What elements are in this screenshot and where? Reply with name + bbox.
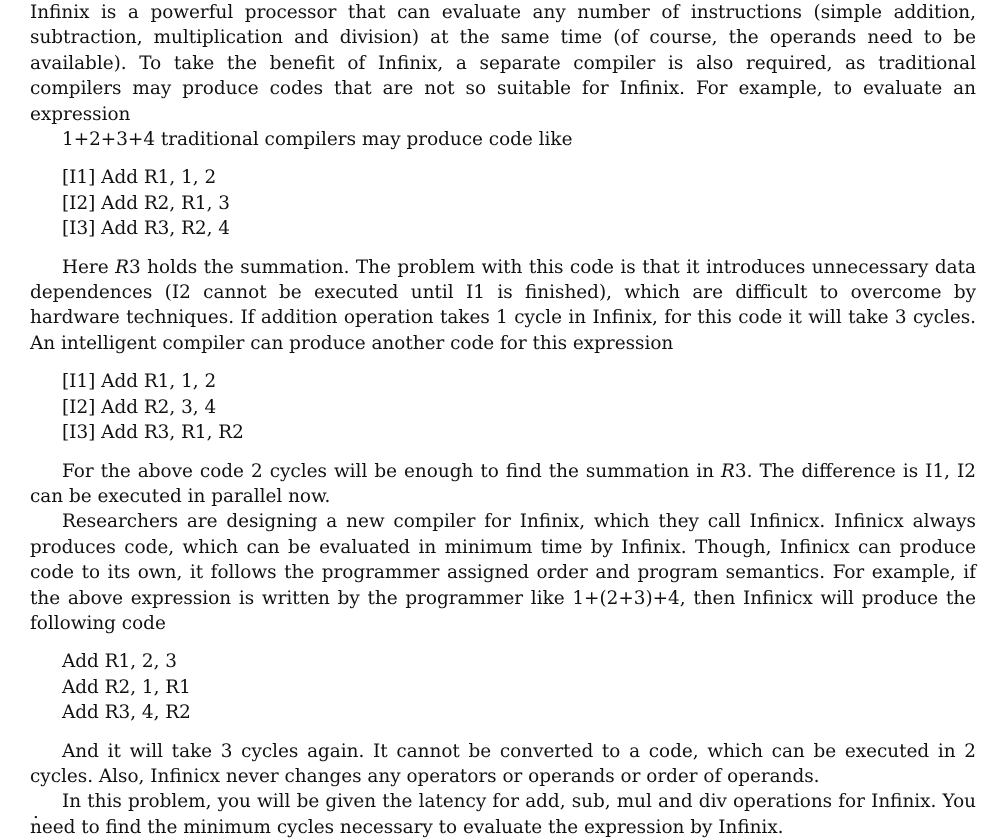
- code-line: Add R1, 2, 3: [62, 651, 178, 673]
- code-line: Add R2, 1, R1: [62, 676, 191, 698]
- code-line: [I1] Add R1, 1, 2: [62, 167, 217, 189]
- problem-statement: [30, 0, 976, 840]
- parallel-paragraph: [30, 459, 976, 510]
- intro-continuation: 1+2+3+4 traditional compilers may produce code like: [62, 129, 573, 151]
- code-line: [I1] Add R1, 1, 2: [62, 371, 217, 393]
- intelligent-code-block: [62, 369, 976, 445]
- math-variable: R: [721, 460, 735, 482]
- text-run: For the above code 2 cycles will be enough to find the summation in: [62, 460, 722, 482]
- text-run: 3 holds the summation. The problem with this code is that it introduces unnecessary data dependences (I2 cannot be executed until I1 is finished), which are difficult to overcome by hardware techniques. If addition operation takes 1 cycle in Infinix, for this code it will take 3 cycles. An intelligent compiler can produce another code for this expression: [30, 256, 976, 354]
- code-line: Add R3, 4, R2: [62, 702, 191, 724]
- data-dependence-paragraph: [30, 255, 976, 357]
- code-line: [I2] Add R2, R1, 3: [62, 192, 231, 214]
- infinicx-code-block: [62, 649, 976, 725]
- three-cycles-paragraph: And it will take 3 cycles again. It cannot be converted to a code, which can be executed in 2 cycles. Also, Infinicx never changes any operators or operands or order of operands.: [30, 740, 976, 787]
- infinicx-paragraph: Researchers are designing a new compiler for Infinix, which they call Infinicx. Infinicx always produces code, which can be evaluated in minimum time by Infinix. Though, Infinicx can produce code to its own, it follows the programmer assigned order and program semantics. For example, if the above expression is written by the programmer like 1+(2+3)+4, then Infinicx will produce the following code: [30, 511, 976, 634]
- code-line: [I3] Add R3, R1, R2: [62, 422, 244, 444]
- text-run: Here: [62, 256, 116, 278]
- math-variable: R: [115, 256, 129, 278]
- task-paragraph: In this problem, you will be given the latency for add, sub, mul and div operations for Infinix. You need to find the minimum cycles necessary to evaluate the expression by Infinix.: [30, 791, 976, 838]
- code-line: [I3] Add R3, R2, 4: [62, 218, 231, 240]
- text-run: 3. The difference is I1, I2 can be executed in parallel now.: [30, 460, 976, 507]
- footer-mark: .: [33, 802, 39, 823]
- traditional-code-block: [62, 165, 976, 241]
- intro-paragraph: Infinix is a powerful processor that can evaluate any number of instructions (simple addition, subtraction, multiplication and division) at the same time (of course, the operands need to be available). To take the benefit of Infinix, a separate compiler is also required, as traditional compilers may produce codes that are not so suitable for Infinix. For example, to evaluate an expression: [30, 2, 976, 125]
- code-line: [I2] Add R2, 3, 4: [62, 396, 217, 418]
